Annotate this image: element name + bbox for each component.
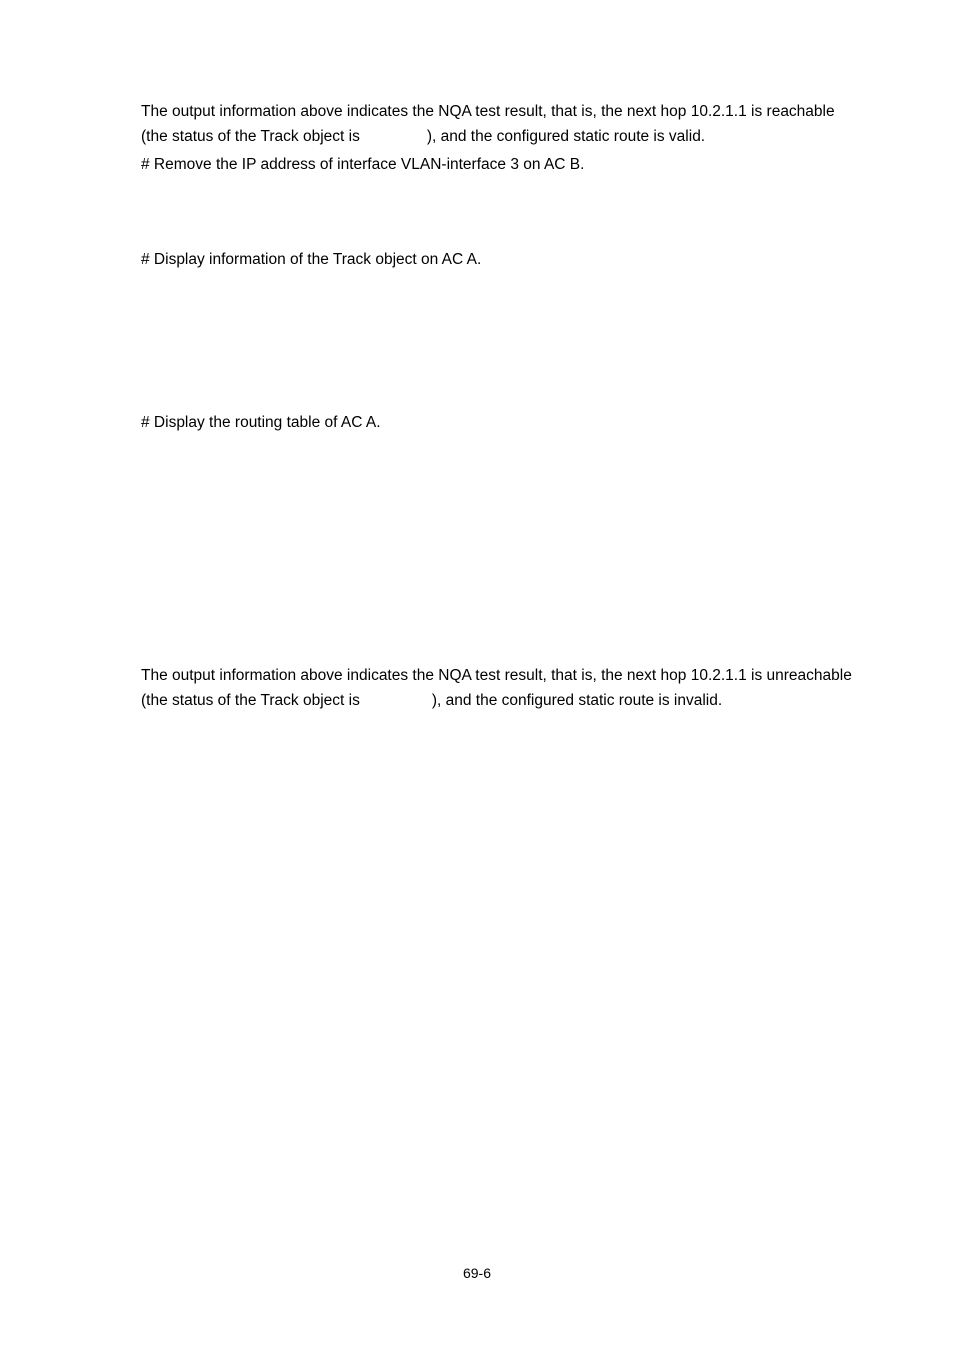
- result-paragraph-2-text-before: (the status of the Track object is: [141, 692, 360, 709]
- result-paragraph-2-line-1: The output information above indicates the NQA test result, that is, the next hop 10.2.1.1 is unreachable: [141, 667, 852, 684]
- result-paragraph-2-text-after: ), and the configured static route is invalid.: [431, 692, 723, 709]
- result-paragraph-1-text-before: (the status of the Track object is: [141, 128, 360, 145]
- result-paragraph-1-line-1: The output information above indicates the NQA test result, that is, the next hop 10.2.1.1 is reachable: [141, 103, 835, 120]
- step-display-track: # Display information of the Track object on AC A.: [141, 251, 482, 268]
- result-paragraph-1-line-2: [141, 127, 705, 147]
- result-paragraph-2-line-2: [141, 691, 722, 711]
- page-number: 69-6: [462, 1265, 492, 1281]
- step-remove-ip: # Remove the IP address of interface VLAN-interface 3 on AC B.: [141, 156, 585, 173]
- step-display-routing: # Display the routing table of AC A.: [141, 414, 381, 431]
- result-paragraph-1-text-after: ), and the configured static route is valid.: [426, 128, 706, 145]
